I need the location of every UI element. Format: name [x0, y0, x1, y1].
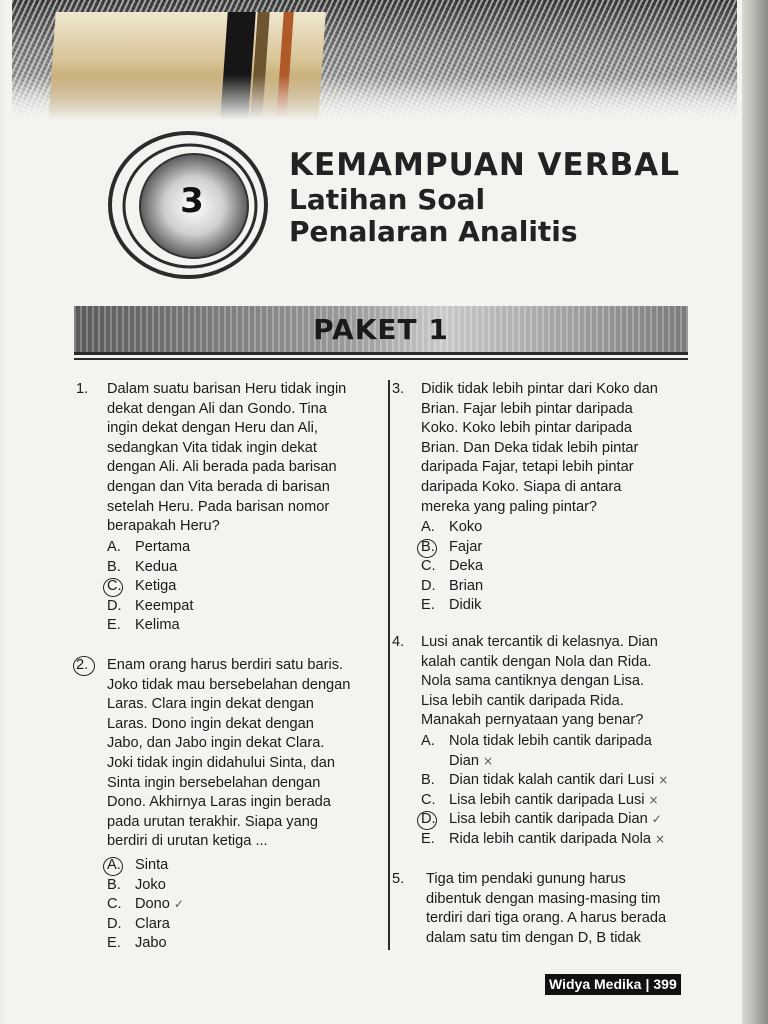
option-a[interactable]: A. Pertama	[107, 539, 191, 555]
option-c[interactable]: C. Dono ✓	[107, 896, 184, 913]
section-rule	[74, 358, 688, 360]
option-d-selected[interactable]: D. Lisa lebih cantik daripada Dian ✓	[421, 810, 684, 830]
option-e[interactable]: E. Jabo	[107, 935, 167, 952]
cross-mark-icon: ×	[655, 831, 666, 846]
column-divider	[388, 380, 390, 950]
answer-options	[107, 856, 372, 954]
option-d[interactable]: D. Clara	[107, 915, 170, 932]
question-text: Dalam suatu barisan Heru tidak ingin dekat dengan Ali dan Gondo. Tina ingin dekat dengan Heru dan Ali, sedangkan Vita tidak ingin dekat dengan Ali. Ali berada pada barisan dengan dan Vita berada di barisan setelah Heru. Pada barisan nomor berapakah Heru?	[107, 381, 347, 535]
book-spine-edge	[742, 0, 768, 1024]
footer-separator: |	[645, 976, 650, 992]
option-e[interactable]: E. Rida lebih cantik daripada Nola ×	[421, 830, 666, 847]
publisher-name: Widya Medika	[549, 976, 642, 992]
question-number: 1.	[76, 381, 89, 397]
chapter-number: 3	[180, 181, 204, 221]
option-c-selected[interactable]: C. Ketiga	[107, 577, 372, 597]
option-b[interactable]: B. Joko	[107, 876, 166, 893]
option-c[interactable]: C. Deka	[421, 558, 484, 575]
option-a[interactable]: A. Koko	[421, 519, 483, 535]
option-e[interactable]: E. Kelima	[107, 617, 180, 634]
option-b[interactable]: B. Kedua	[107, 558, 178, 575]
chapter-number-badge	[108, 130, 272, 280]
question-circle-mark	[73, 656, 95, 676]
chapter-subtitle-line2: Penalaran Analitis	[289, 214, 578, 248]
check-mark-icon: ✓	[173, 897, 184, 912]
cross-mark-icon: ×	[483, 753, 494, 768]
option-a-selected[interactable]: A. Sinta	[107, 856, 372, 876]
answer-options	[107, 538, 372, 636]
question-number: 4.	[392, 634, 405, 650]
option-a-continued: Dian ×	[449, 752, 494, 769]
option-d[interactable]: D. Brian	[421, 577, 484, 594]
section-label: PAKET 1	[313, 313, 449, 346]
chapter-title-block	[289, 148, 680, 248]
question-text: Tiga tim pendaki gunung harus dibentuk dengan masing-masing tim terdiri dari tiga orang. A harus berada dalam satu tim dengan D, B tidak	[426, 871, 667, 946]
question-text: Enam orang harus berdiri satu baris. Joko tidak mau bersebelahan dengan Laras. Clara ingin dekat dengan Laras. Dono ingin dekat dengan Jabo, dan Jabo ingin dekat Clara. Joki tidak ingin didahului Sinta, dan Sinta ingin bersebelahan dengan Dono. Akhirnya Laras ingin berada pada urutan terakhir. Siapa yang berdiri di urutan ketiga ...	[107, 657, 351, 850]
header-banner-image	[12, 0, 737, 120]
section-banner	[74, 306, 688, 355]
option-b[interactable]: B. Dian tidak kalah cantik dari Lusi ×	[421, 772, 669, 789]
question-number: 2.	[76, 656, 100, 676]
answer-options	[421, 732, 684, 850]
page-number: 399	[653, 976, 677, 992]
question-text: Didik tidak lebih pintar dari Koko dan Brian. Fajar lebih pintar daripada Koko. Koko lebih pintar daripada Brian. Dan Deka tidak lebih pintar daripada Fajar, tetapi lebih pintar daripada Koko. Siapa di antara mereka yang paling pintar?	[421, 381, 658, 515]
page-footer	[545, 974, 681, 995]
option-d[interactable]: D. Keempat	[107, 597, 194, 614]
cross-mark-icon: ×	[648, 792, 659, 807]
check-mark-icon: ✓	[651, 812, 662, 827]
option-e[interactable]: E. Didik	[421, 597, 482, 614]
question-text: Lusi anak tercantik di kelasnya. Dian kalah cantik dengan Nola dan Rida. Nola sama cantiknya dengan Lisa. Lisa lebih cantik daripada Rida. Manakah pernyataan yang benar?	[421, 634, 658, 729]
question-number: 3.	[392, 381, 405, 397]
question-number: 5.	[392, 871, 405, 887]
option-a[interactable]: A. Nola tidak lebih cantik daripada	[421, 733, 652, 749]
option-b-selected[interactable]: B. Fajar	[421, 538, 684, 558]
chapter-title: KEMAMPUAN VERBAL	[289, 147, 680, 183]
option-c[interactable]: C. Lisa lebih cantik daripada Lusi ×	[421, 791, 659, 808]
answer-options	[421, 518, 684, 616]
chapter-subtitle-line1: Latihan Soal	[289, 182, 486, 216]
book-page	[4, 0, 742, 1024]
cross-mark-icon: ×	[658, 773, 669, 788]
